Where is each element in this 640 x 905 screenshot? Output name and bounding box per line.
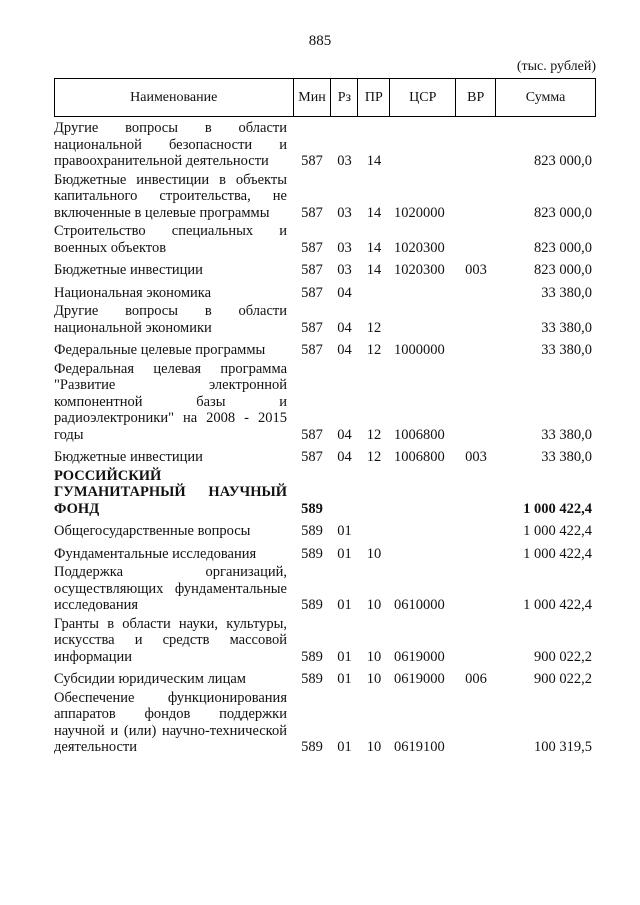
- table-row: [54, 443, 596, 466]
- row-min: 587: [301, 426, 323, 443]
- row-csr: [390, 466, 456, 518]
- row-name: Строительство специальных и военных объектов: [54, 223, 287, 256]
- row-sum: 100 319,5: [534, 739, 592, 755]
- row-rz: 03: [337, 262, 352, 278]
- row-rz: 01: [337, 597, 352, 613]
- row-name: Федеральные целевые программы: [54, 342, 266, 358]
- header-rz: Рз: [331, 79, 358, 117]
- row-pr: 10: [366, 671, 382, 687]
- row-name: Бюджетные инвестиции в объекты капитального строительства, не включенные в целевые программы: [54, 171, 287, 221]
- table-row: [54, 466, 596, 518]
- row-name: Фундаментальные исследования: [54, 545, 257, 562]
- row-name: Бюджетные инвестиции: [54, 449, 203, 465]
- row-csr: 0619000: [394, 648, 445, 665]
- row-pr: [358, 517, 390, 540]
- row-min: 587: [301, 239, 323, 256]
- row-pr: 10: [366, 648, 382, 665]
- row-sum: 33 380,0: [541, 449, 592, 465]
- row-min: 589: [301, 500, 323, 517]
- row-sum: 1 000 422,4: [523, 523, 592, 539]
- header-vr: ВР: [456, 79, 496, 117]
- row-csr: 1006800: [394, 426, 445, 443]
- row-min: 587: [301, 204, 323, 221]
- row-pr: [358, 279, 390, 302]
- row-name: Поддержка организаций, осуществляющих фундаментальные исследования: [54, 564, 287, 613]
- row-csr: 1020000: [394, 204, 445, 221]
- header-csr: ЦСР: [390, 79, 456, 117]
- row-min: 589: [301, 545, 323, 562]
- row-csr: [390, 540, 456, 563]
- row-min: 589: [301, 739, 323, 755]
- row-rz: 04: [337, 342, 352, 358]
- row-pr: 14: [366, 239, 382, 256]
- row-csr: 1020300: [394, 262, 445, 278]
- row-vr: [456, 359, 496, 444]
- row-csr: 1020300: [394, 239, 445, 256]
- row-vr: 003: [465, 449, 487, 465]
- row-rz: 03: [337, 204, 352, 221]
- row-rz: 04: [337, 449, 352, 465]
- row-sum: 1 000 422,4: [523, 597, 592, 613]
- row-pr: 12: [366, 319, 382, 336]
- row-min: 587: [301, 153, 323, 169]
- row-csr: 1006800: [394, 449, 445, 465]
- row-rz: 04: [337, 284, 352, 301]
- row-sum: 823 000,0: [534, 204, 592, 221]
- row-pr: 12: [366, 342, 382, 358]
- row-csr: [390, 118, 456, 170]
- row-vr: [456, 540, 496, 563]
- table-row: [54, 688, 596, 756]
- row-rz: 03: [337, 239, 352, 256]
- row-csr: 0619000: [394, 671, 445, 687]
- table-row: [54, 256, 596, 279]
- row-vr: 003: [465, 262, 487, 278]
- row-min: 587: [301, 284, 323, 301]
- row-vr: [456, 517, 496, 540]
- row-min: 587: [301, 342, 323, 358]
- row-min: 589: [301, 597, 323, 613]
- table-row: [54, 336, 596, 359]
- table-row: [54, 540, 596, 563]
- row-name: Бюджетные инвестиции: [54, 262, 203, 278]
- units-note: (тыс. рублей): [516, 59, 596, 74]
- row-sum: 900 022,2: [534, 648, 592, 665]
- row-sum: 900 022,2: [534, 671, 592, 687]
- row-vr: 006: [465, 671, 487, 687]
- table-row: [54, 279, 596, 302]
- row-name: Гранты в области науки, культуры, искусства и средств массовой информации: [54, 615, 287, 665]
- row-min: 589: [301, 671, 323, 687]
- table-row: [54, 517, 596, 540]
- row-rz: 01: [337, 648, 352, 665]
- row-rz: 04: [337, 426, 352, 443]
- row-rz: [331, 466, 358, 518]
- row-vr: [456, 466, 496, 518]
- row-name: Другие вопросы в области национальной безопасности и правоохранительной деятельности: [54, 120, 287, 169]
- row-vr: [456, 221, 496, 256]
- header-name: Наименование: [55, 79, 294, 117]
- row-pr: 10: [366, 597, 382, 613]
- row-sum: 33 380,0: [541, 284, 592, 301]
- page-number: 885: [308, 33, 332, 49]
- row-min: 589: [301, 523, 323, 539]
- row-min: 587: [301, 262, 323, 278]
- row-rz: 01: [337, 739, 352, 755]
- row-sum: 33 380,0: [541, 426, 592, 443]
- row-pr: 14: [366, 153, 382, 169]
- row-name: Общегосударственные вопросы: [54, 523, 251, 539]
- row-vr: [456, 562, 496, 614]
- row-sum: 823 000,0: [534, 153, 592, 169]
- row-rz: 03: [337, 153, 352, 169]
- row-csr: 0619100: [394, 739, 445, 755]
- row-csr: [390, 517, 456, 540]
- row-vr: [456, 336, 496, 359]
- row-rz: 01: [337, 545, 352, 562]
- table-row: [54, 221, 596, 256]
- table-row: [54, 359, 596, 444]
- row-csr: [390, 301, 456, 336]
- row-vr: [456, 614, 496, 666]
- header-sum: Сумма: [496, 79, 596, 117]
- row-vr: [456, 301, 496, 336]
- row-vr: [456, 170, 496, 222]
- row-pr: [358, 466, 390, 518]
- row-sum: 1 000 422,4: [523, 500, 592, 517]
- row-pr: 14: [366, 262, 382, 278]
- budget-table: [54, 118, 596, 756]
- table-header: [54, 78, 596, 117]
- row-min: 587: [301, 319, 323, 336]
- table-row: [54, 118, 596, 170]
- row-pr: 12: [366, 426, 382, 443]
- row-sum: 823 000,0: [534, 262, 592, 278]
- row-rz: 04: [337, 319, 352, 336]
- row-sum: 823 000,0: [534, 239, 592, 256]
- row-csr: [390, 279, 456, 302]
- row-name: Федеральная целевая программа "Развитие электронной компонентной базы и радиоэлектроники" на 2008 - 2015 годы: [54, 360, 287, 443]
- row-rz: 01: [337, 671, 352, 687]
- row-name: Другие вопросы в области национальной экономики: [54, 303, 287, 336]
- header-pr: ПР: [358, 79, 390, 117]
- table-row: [54, 562, 596, 614]
- row-rz: 01: [337, 523, 352, 539]
- table-row: [54, 301, 596, 336]
- row-vr: [456, 279, 496, 302]
- row-sum: 1 000 422,4: [523, 545, 592, 562]
- row-vr: [456, 118, 496, 170]
- table-row: [54, 665, 596, 688]
- row-csr: 0610000: [394, 597, 445, 613]
- row-pr: 10: [366, 739, 382, 755]
- row-name: Национальная экономика: [54, 284, 212, 301]
- row-pr: 10: [366, 545, 382, 562]
- row-name: РОССИЙСКИЙ ГУМАНИТАРНЫЙ НАУЧНЫЙ ФОНД: [54, 467, 287, 517]
- table-row: [54, 614, 596, 666]
- row-sum: 33 380,0: [541, 342, 592, 358]
- row-csr: 1000000: [394, 342, 445, 358]
- table-row: [54, 170, 596, 222]
- row-name: Субсидии юридическим лицам: [54, 671, 246, 687]
- row-name: Обеспечение функционирования аппаратов фондов поддержки научной и (или) научно-технической деятельности: [54, 689, 287, 755]
- row-min: 589: [301, 648, 323, 665]
- header-min: Мин: [293, 79, 331, 117]
- row-min: 587: [301, 449, 323, 465]
- row-pr: 14: [366, 204, 382, 221]
- row-pr: 12: [366, 449, 382, 465]
- row-sum: 33 380,0: [541, 319, 592, 336]
- row-vr: [456, 688, 496, 756]
